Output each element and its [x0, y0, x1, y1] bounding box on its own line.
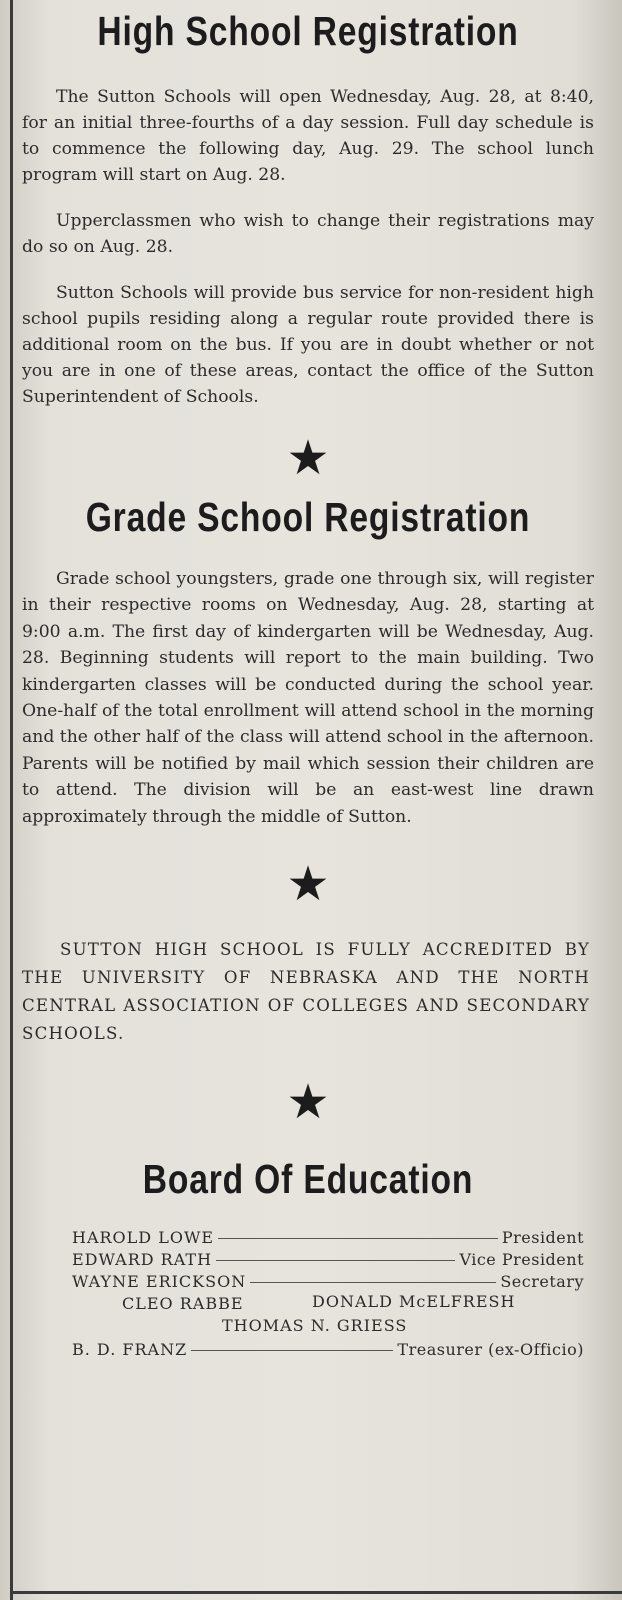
high-school-paragraph-2: Upperclassmen who wish to change their registrations may do so on Aug. 28.: [22, 211, 594, 257]
bottom-rule: [10, 1591, 622, 1594]
member-name: THOMAS N. GRIESS: [222, 1316, 408, 1336]
left-column-rule: [10, 0, 13, 1600]
board-section: [22, 1156, 594, 1398]
treasurer-row: [72, 1340, 584, 1360]
article-content: [22, 0, 594, 1398]
board-heading: Board Of Education: [142, 1156, 474, 1203]
leader-line: [218, 1238, 498, 1239]
grade-school-section: [22, 494, 594, 830]
star-icon: ★: [286, 1074, 330, 1131]
member-name: DONALD McELFRESH: [312, 1292, 516, 1312]
treasurer-name: B. D. FRANZ: [72, 1340, 188, 1360]
high-school-section: [22, 8, 594, 410]
leader-line: [250, 1282, 496, 1283]
grade-school-heading: Grade School Registration: [85, 494, 531, 540]
high-school-heading: High School Registration: [97, 8, 519, 54]
leader-line: [216, 1260, 455, 1261]
accreditation-section: [22, 936, 594, 1048]
secretary-name: WAYNE ERICKSON: [72, 1272, 247, 1292]
leader-line: [191, 1350, 393, 1351]
high-school-paragraph-3: Sutton Schools will provide bus service for non-resident high school pupils residing along a regular route provided there is additional room on the bus. If you are in doubt whether or not you are in one of these areas, contact the office of the Sutton Superintendent of Schools.: [22, 283, 594, 407]
high-school-paragraph-1: The Sutton Schools will open Wednesday, Aug. 28, at 8:40, for an initial three-fourths of a day session. Full day schedule is to commence the following day, Aug. 29. The school lunch program will start on Aug. 28.: [22, 87, 594, 185]
secretary-title: Secretary: [500, 1272, 584, 1292]
vice-president-row: [72, 1250, 584, 1270]
president-name: HAROLD LOWE: [72, 1228, 215, 1248]
star-icon: ★: [286, 430, 330, 486]
member-name: CLEO RABBE: [122, 1294, 244, 1314]
president-title: President: [501, 1228, 584, 1248]
president-row: [72, 1228, 584, 1248]
board-roster: [22, 1228, 594, 1398]
vice-president-title: Vice President: [459, 1250, 584, 1270]
treasurer-title: Treasurer (ex-Officio): [397, 1340, 584, 1360]
vice-president-name: EDWARD RATH: [72, 1250, 213, 1270]
secretary-row: [72, 1272, 584, 1292]
accreditation-statement: SUTTON HIGH SCHOOL IS FULLY ACCREDITED BY THE UNIVERSITY OF NEBRASKA AND THE NORTH CENTRAL ASSOCIATION OF COLLEGES AND SECONDARY SCHOOLS.: [22, 940, 590, 1044]
grade-school-paragraph: Grade school youngsters, grade one through six, will register in their respective rooms on Wednesday, Aug. 28, starting at 9:00 a.m. The first day of kindergarten will be Wednesday, Aug. 28. Beginning students will report to the main building. Two kindergarten classes will be conducted during the school year. One-half of the total enrollment will attend school in the morning and the other half of the class will attend school in the afternoon. Parents will be notified by mail which session their children are to attend. The division will be an east-west line drawn approximately through the middle of Sutton.: [22, 569, 594, 827]
star-icon: ★: [286, 856, 330, 913]
